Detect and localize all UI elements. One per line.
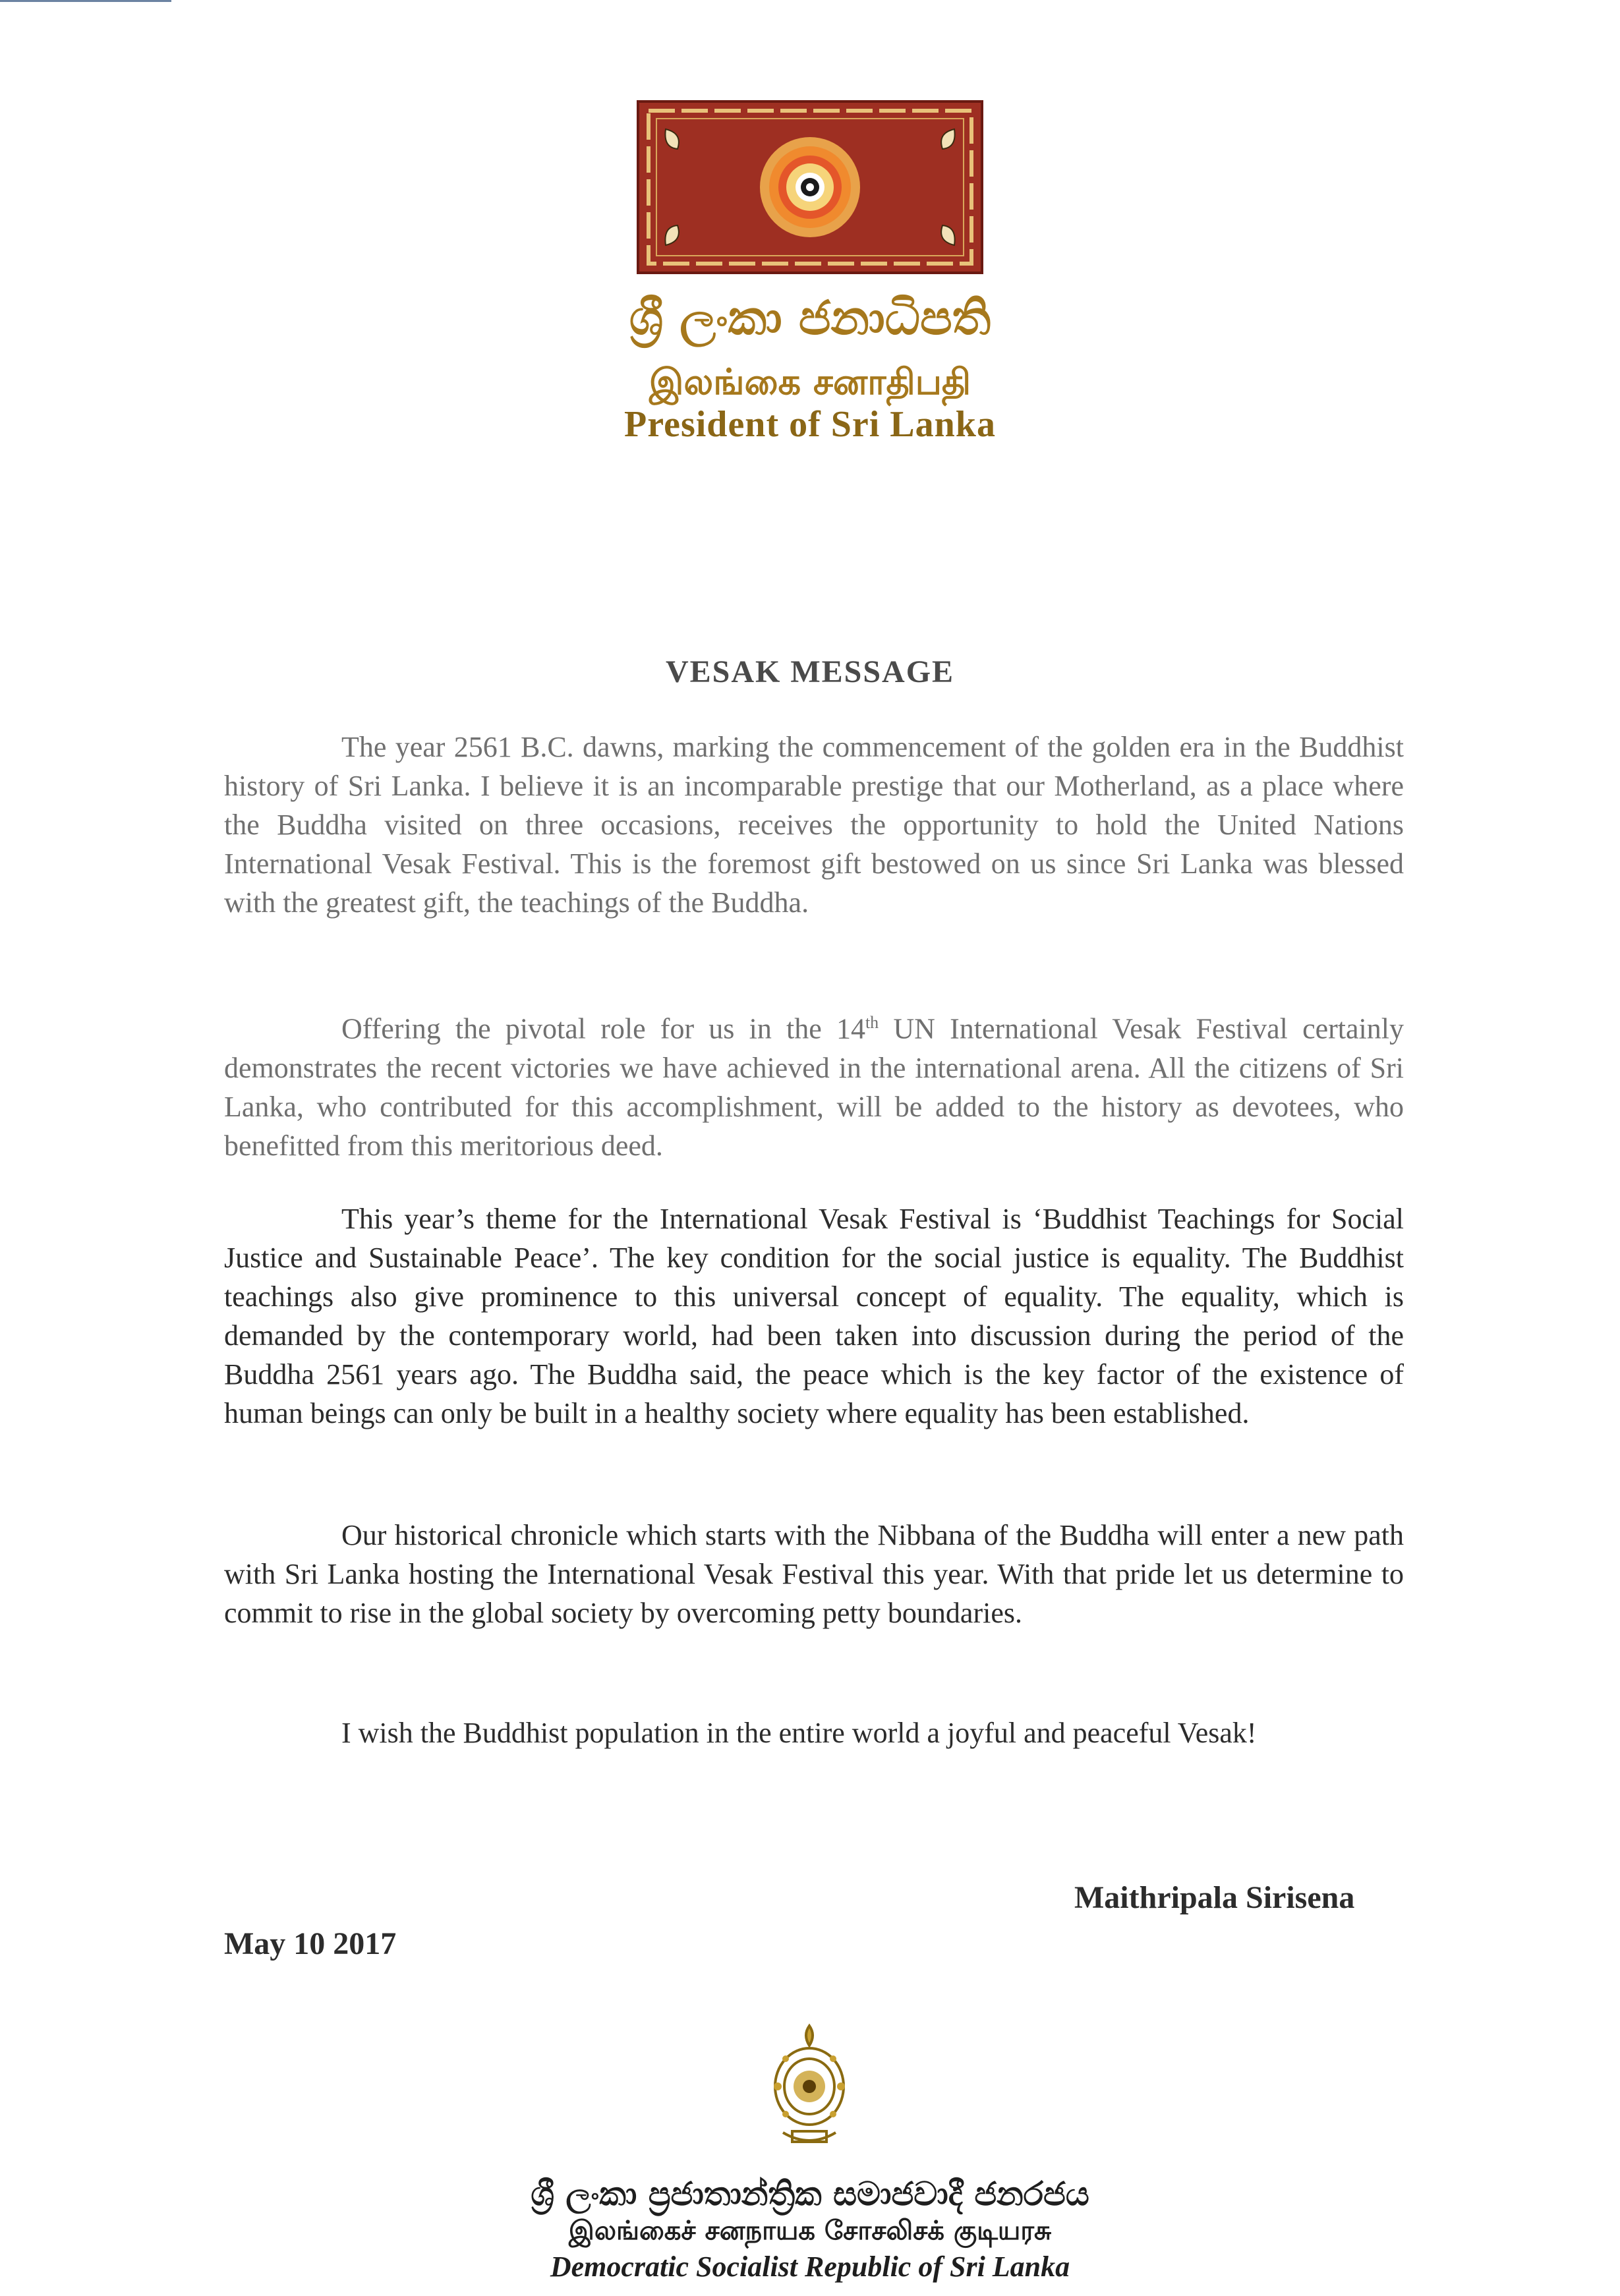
footer-sinhala: ශ්‍රී ලංකා ප්‍රජාතාන්ත්‍රික සමාජවාදී ජනරජය: [531, 2175, 1089, 2213]
presidential-flag: [637, 100, 983, 274]
footer-english: Democratic Socialist Republic of Sri Lanka: [550, 2251, 1070, 2283]
paragraph-2-start: Offering the pivotal role for us in the 14: [341, 1012, 865, 1045]
document-date: May 10 2017: [224, 1926, 397, 1961]
paragraph-3: This year’s theme for the International Vesak Festival is ‘Buddhist Teachings for Social Justice and Sustainable Peace’. The key condition for the social justice is equality. The Buddhist teachings also give prominence to this universal concept of equality. The equality, which is demanded by the contemporary world, had been taken into discussion during the period of the Buddha 2561 years ago. The Buddha said, the peace which is the key factor of the existence of human beings can only be built in a healthy society where equality has been established.: [224, 1203, 1404, 1429]
scan-edge-mark: [0, 0, 171, 2]
paragraph-4: Our historical chronicle which starts with the Nibbana of the Buddha will enter a new path with Sri Lanka hosting the International Vesak Festival this year. With that pride let us determine to commit to rise in the global society by overcoming petty boundaries.: [224, 1519, 1404, 1629]
paragraph-2-rest: UN International Vesak Festival certainly demonstrates the recent victories we have achieved in the international arena. All the citizens of Sri Lanka, who contributed for this accomplishment, will be added to the history as devotees, who benefitted from this meritorious deed.: [224, 1012, 1404, 1162]
paragraph-2: [224, 1003, 1404, 1165]
paragraph-1: The year 2561 B.C. dawns, marking the commencement of the golden era in the Buddhist history of Sri Lanka. I believe it is an incomparable prestige that our Motherland, as a place where the Buddha visited on three occasions, receives the opportunity to hold the United Nations International Vesak Festival. This is the foremost gift bestowed on us since Sri Lanka was blessed with the greatest gift, the teachings of the Buddha.: [224, 731, 1404, 919]
document-title: VESAK MESSAGE: [665, 654, 955, 689]
signatory-name: Maithripala Sirisena: [1074, 1880, 1355, 1915]
national-emblem-icon: [763, 2021, 855, 2152]
ordinal-suffix: th: [865, 1013, 879, 1032]
paragraph-5: I wish the Buddhist population in the entire world a joyful and peaceful Vesak!: [341, 1717, 1257, 1749]
header-tamil-title: இலங்கை சனாதிபதி: [649, 361, 971, 403]
header-sinhala-title: ශ්‍රී ලංකා ජනාධිපති: [629, 290, 991, 345]
header-english-title: President of Sri Lanka: [624, 404, 996, 445]
footer-tamil: இலங்கைச் சனநாயக சோசலிசக் குடியரசு: [568, 2216, 1052, 2246]
